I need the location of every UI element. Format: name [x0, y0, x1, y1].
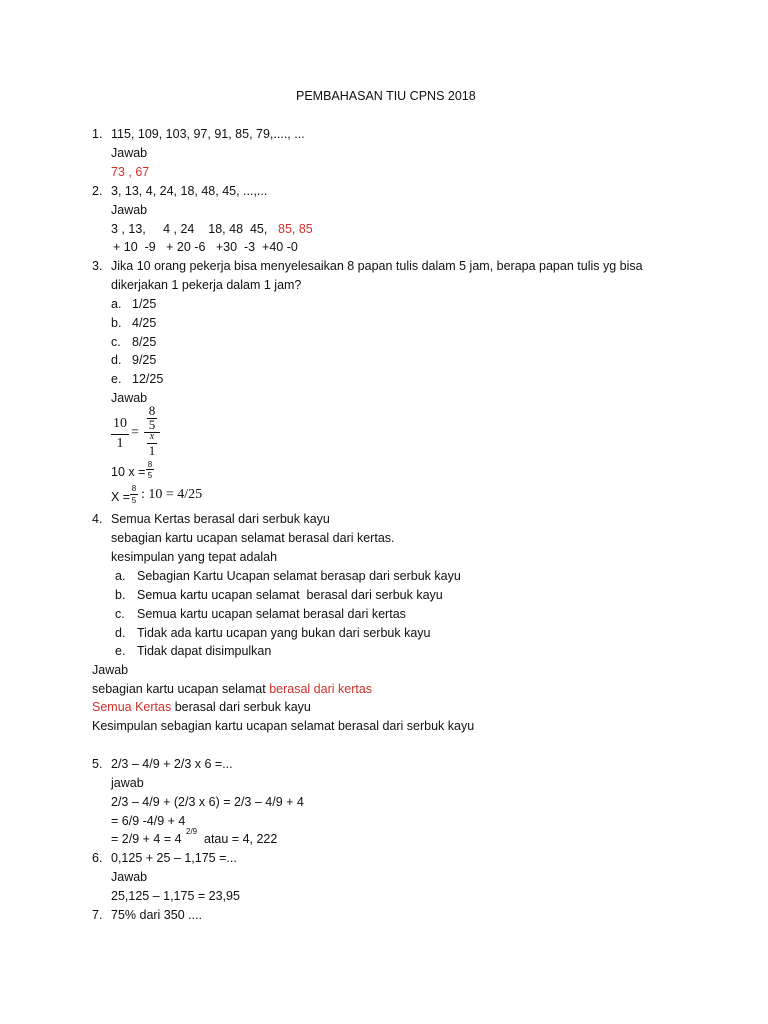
q5-step3-alt: atau = 4, 222 — [204, 832, 278, 846]
q3-eq1-right-bottom-numerator: x — [149, 431, 155, 442]
q5-step1: 2/3 – 4/9 + (2/3 x 6) = 2/3 – 4/9 + 4 — [111, 795, 304, 809]
q4-answer-line2-plain: berasal dari serbuk kayu — [171, 700, 311, 714]
q4-option-a-letter: a. — [115, 569, 126, 583]
q4-option-c-text: Semua kartu ucapan selamat berasal dari kertas — [137, 607, 406, 621]
q3-eq1-right-top-numerator: 8 — [148, 403, 156, 418]
q3-eq3-suffix: : 10 = 4/25 — [141, 487, 203, 502]
q4-number: 4. — [92, 512, 103, 526]
q1-answer: 73 , 67 — [111, 165, 150, 179]
q4-conclusion: Kesimpulan sebagian kartu ucapan selamat berasal dari serbuk kayu — [92, 719, 475, 733]
q3-question-line1: Jika 10 orang pekerja bisa menyelesaikan 8 papan tulis dalam 5 jam, berapa papan tulis yg bisa — [111, 259, 643, 273]
q7-number: 7. — [92, 908, 103, 922]
q3-eq2-prefix: 10 x = — [111, 465, 146, 479]
q2-jawab-label: Jawab — [111, 203, 148, 217]
q3-option-c-letter: c. — [111, 335, 121, 349]
q3-eq3-denominator: 5 — [131, 496, 137, 505]
q4-option-c-letter: c. — [115, 607, 125, 621]
q3-eq1-equals: = — [131, 425, 139, 440]
q7-question: 75% dari 350 .... — [111, 908, 203, 922]
q1-question: 115, 109, 103, 97, 91, 85, 79,...., ... — [111, 127, 305, 141]
q6-question: 0,125 + 25 – 1,175 =... — [111, 851, 237, 865]
q4-answer-line1-highlight: berasal dari kertas — [269, 682, 373, 696]
q3-eq1-right-bottom-denominator: 1 — [148, 443, 156, 458]
q4-premise1: Semua Kertas berasal dari serbuk kayu — [111, 512, 330, 526]
q2-number: 2. — [92, 184, 103, 198]
q3-eq1-left-numerator: 10 — [113, 416, 127, 431]
q3-eq1-left-denominator: 1 — [116, 436, 124, 451]
q3-eq2-denominator: 5 — [147, 471, 153, 480]
q6-number: 6. — [92, 851, 103, 865]
q3-eq2-fraction-bar — [146, 469, 154, 470]
q3-option-e-letter: e. — [111, 372, 122, 386]
q3-option-d-text: 9/25 — [132, 353, 157, 367]
q1-number: 1. — [92, 127, 103, 141]
q2-sequence: 3 , 13, 4 , 24 18, 48 45, — [111, 222, 268, 236]
q3-eq3-fraction-bar — [130, 494, 138, 495]
q4-option-e-letter: e. — [115, 644, 126, 658]
q2-question: 3, 13, 4, 24, 18, 48, 45, ...,... — [111, 184, 268, 198]
q5-step3-main: = 2/9 + 4 = 4 — [111, 832, 182, 846]
q3-option-c-text: 8/25 — [132, 335, 157, 349]
q2-answer: 85, 85 — [278, 222, 313, 236]
q3-eq3-numerator: 8 — [131, 484, 137, 493]
q2-differences: + 10 -9 + 20 -6 +30 -3 +40 -0 — [113, 240, 298, 254]
q3-option-a-letter: a. — [111, 297, 122, 311]
q3-number: 3. — [92, 259, 103, 273]
q5-step3-superscript: 2/9 — [186, 827, 198, 836]
q3-option-b-letter: b. — [111, 316, 122, 330]
q4-option-e-text: Tidak dapat disimpulkan — [137, 644, 272, 658]
q3-eq1-left-fraction-bar — [111, 434, 129, 435]
q3-jawab-label: Jawab — [111, 391, 148, 405]
q4-option-b-text: Semua kartu ucapan selamat berasal dari serbuk kayu — [137, 588, 443, 602]
q4-option-d-text: Tidak ada kartu ucapan yang bukan dari serbuk kayu — [137, 626, 431, 640]
q4-answer-line1 — [92, 681, 372, 697]
q3-option-b-text: 4/25 — [132, 316, 157, 330]
q5-number: 5. — [92, 757, 103, 771]
q4-option-a-text: Sebagian Kartu Ucapan selamat berasap dari serbuk kayu — [137, 569, 461, 583]
q4-prompt: kesimpulan yang tepat adalah — [111, 550, 278, 564]
q5-step2: = 6/9 -4/9 + 4 — [111, 814, 186, 828]
q4-option-d-letter: d. — [115, 626, 126, 640]
q3-eq3-prefix: X = — [111, 490, 131, 504]
q4-option-b-letter: b. — [115, 588, 126, 602]
q3-eq1-right-top-denominator: 5 — [148, 417, 156, 432]
q4-premise2: sebagian kartu ucapan selamat berasal dari kertas. — [111, 531, 395, 545]
q6-jawab-label: Jawab — [111, 870, 148, 884]
q3-option-d-letter: d. — [111, 353, 122, 367]
q3-option-a-text: 1/25 — [132, 297, 157, 311]
q1-jawab-label: Jawab — [111, 146, 148, 160]
q3-question-line2: dikerjakan 1 pekerja dalam 1 jam? — [111, 278, 302, 292]
q4-answer-line2 — [92, 699, 311, 715]
page-title: PEMBAHASAN TIU CPNS 2018 — [296, 89, 476, 103]
q4-jawab-label: Jawab — [92, 663, 129, 677]
q3-eq2-numerator: 8 — [147, 460, 153, 469]
q5-jawab-label: jawab — [111, 776, 144, 790]
q4-answer-line2-highlight: Semua Kertas — [92, 700, 172, 714]
q6-step1: 25,125 – 1,175 = 23,95 — [111, 889, 240, 903]
q5-question: 2/3 – 4/9 + 2/3 x 6 =... — [111, 757, 233, 771]
q3-option-e-text: 12/25 — [132, 372, 164, 386]
q4-answer-line1-plain: sebagian kartu ucapan selamat — [92, 682, 270, 696]
